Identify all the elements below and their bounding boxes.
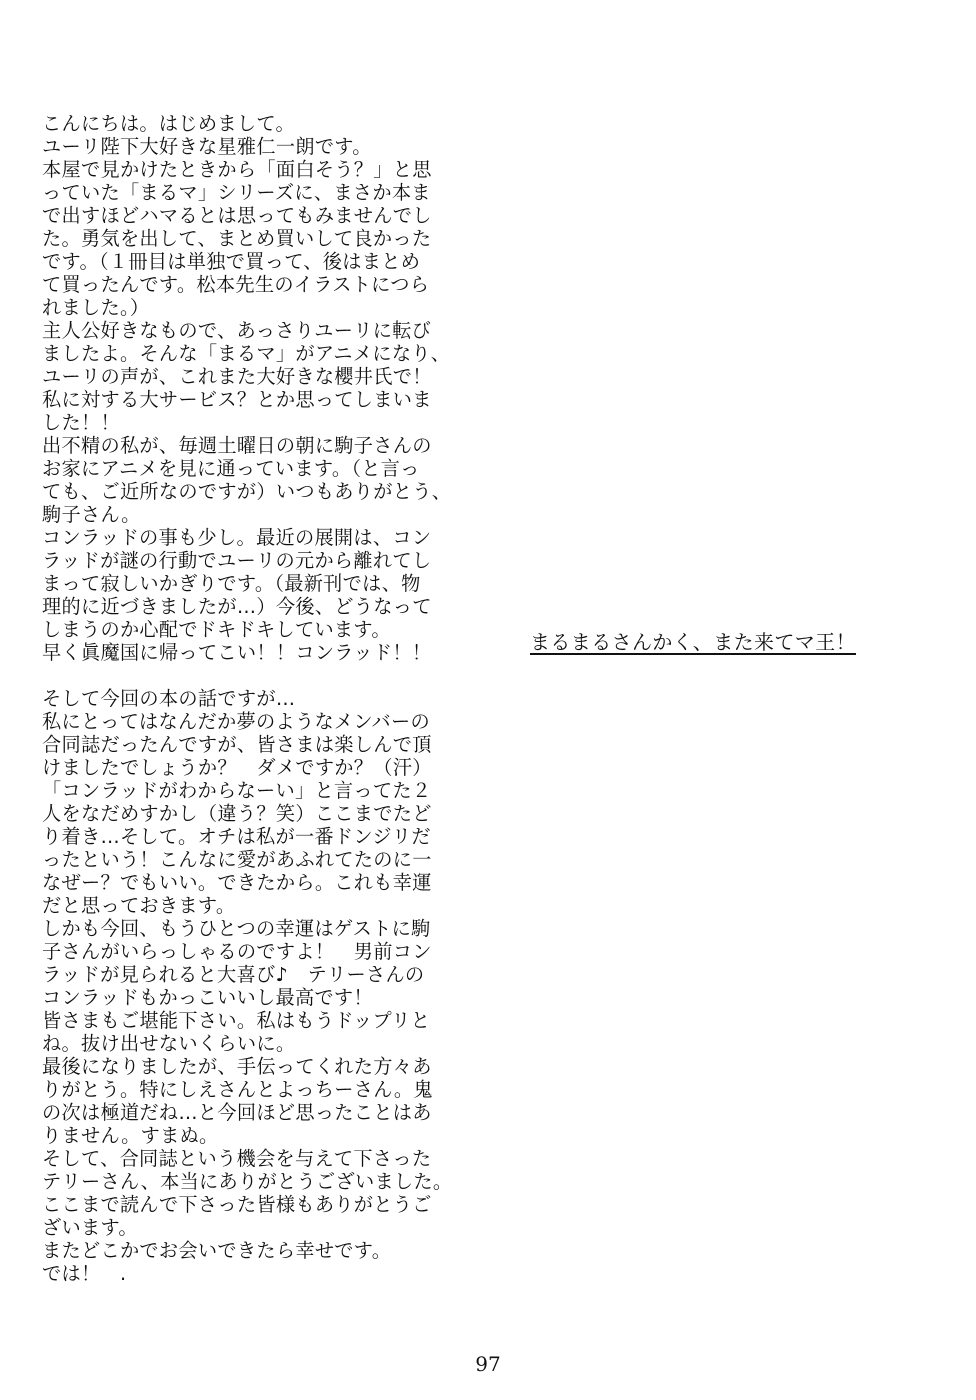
body-text-line: 主人公好きなもので、あっさりユーリに転び (42, 319, 432, 342)
body-text-line: ここまで読んで下さった皆様もありがとうご (42, 1193, 432, 1216)
body-text-line: そして今回の本の話ですが… (42, 687, 296, 710)
body-text-line: 人をなだめすかし（違う？笑）ここまでたど (42, 802, 432, 825)
body-text-line: またどこかでお会いできたら幸せです。 (42, 1239, 392, 1262)
body-text-line: まって寂しいかぎりです。（最新刊では、物 (42, 572, 421, 595)
body-text-line: 私にとってはなんだか夢のようなメンバーの (42, 710, 431, 733)
body-text-line: の次は極道だね…と今回ほど思ったことはあ (42, 1101, 432, 1124)
body-text-line: お家にアニメを見に通っています。（と言っ (42, 457, 420, 480)
body-text-line: ユーリの声が、これまた大好きな櫻井氏で！ (42, 365, 432, 388)
body-text-line: れました。） (42, 296, 150, 319)
body-text-line: した！！ (42, 411, 120, 434)
body-text-line: 出不精の私が、毎週土曜日の朝に駒子さんの (42, 434, 432, 457)
body-text-line: ても、ご近所なのですが）いつもありがとう、 (42, 480, 452, 503)
body-text-line: りがとう。特にしえさんとよっちーさん。鬼 (42, 1078, 433, 1101)
body-text-line: 早く眞魔国に帰ってこい！！コンラッド！！ (42, 641, 432, 664)
body-text-line: しまうのか心配でドキドキしています。 (42, 618, 391, 641)
body-text-line: 私に対する大サービス？とか思ってしまいま (42, 388, 432, 411)
body-text-line: ラッドが謎の行動でユーリの元から離れてし (42, 549, 432, 572)
body-text-line: コンラッドの事も少し。最近の展開は、コン (42, 526, 432, 549)
body-text-line: そして、合同誌という機会を与えて下さった (42, 1147, 432, 1170)
body-text-line: 「コンラッドがわからなーい」と言ってた２ (42, 779, 432, 802)
body-text-line: りません。すまぬ。 (42, 1124, 219, 1147)
body-text-line: 皆さまもご堪能下さい。私はもうドップリと (42, 1009, 431, 1032)
body-text-line: だと思っておきます。 (42, 894, 236, 917)
section-heading: まるまるさんかく、また来てマ王！ (530, 630, 856, 654)
body-text-line: なぜー？でもいい。できたから。これも幸運 (42, 871, 432, 894)
body-text-line: しかも今回、もうひとつの幸運はゲストに駒 (42, 917, 431, 940)
body-text-line: た。勇気を出して、まとめ買いして良かった (42, 227, 432, 250)
body-text-line: で出すほどハマるとは思ってもみませんでし (42, 204, 432, 227)
body-text-line: です。（１冊目は単独で買って、後はまとめ (42, 250, 421, 273)
body-text-line: り着き…そして。オチは私が一番ドンジリだ (42, 825, 431, 848)
body-text-line (42, 664, 494, 687)
body-text-line: こんにちは。はじめまして。 (42, 112, 295, 135)
body-text-line: 理的に近づきましたが…）今後、どうなって (42, 595, 432, 618)
body-text-line: ったという！こんなに愛があふれてたのに一 (42, 848, 432, 871)
page-number: 97 (475, 1352, 501, 1376)
body-text-line: ざいます。 (42, 1216, 138, 1239)
body-text-line: ラッドが見られると大喜び♪ テリーさんの (42, 963, 425, 986)
body-text-line: ね。抜け出せないくらいに。 (42, 1032, 296, 1055)
body-text-line: ましたよ。そんな「まるマ」がアニメになり、 (42, 342, 451, 365)
body-text-line: 合同誌だったんですが、皆さまは楽しんで頂 (42, 733, 432, 756)
body-text-line: けましたでしょうか？ ダメですか？（汗） (42, 756, 432, 779)
body-text-line: コンラッドもかっこいいし最高です！ (42, 986, 373, 1009)
body-text-line: ユーリ陛下大好きな星雅仁一朗です。 (42, 135, 372, 158)
body-text-line: っていた「まるマ」シリーズに、まさか本ま (42, 181, 431, 204)
body-text-line: 本屋で見かけたときから「面白そう？」と思 (42, 158, 432, 181)
body-text-line: て買ったんです。松本先生のイラストにつら (42, 273, 430, 296)
body-text-line: 駒子さん。 (42, 503, 141, 526)
body-text-line: テリーさん、本当にありがとうございました。 (42, 1170, 453, 1193)
body-text-column (42, 112, 494, 1285)
body-text-line: では！ . (42, 1262, 127, 1285)
body-text-line: 最後になりましたが、手伝ってくれた方々あ (42, 1055, 432, 1078)
body-text-line: 子さんがいらっしゃるのですよ！ 男前コン (42, 940, 432, 963)
